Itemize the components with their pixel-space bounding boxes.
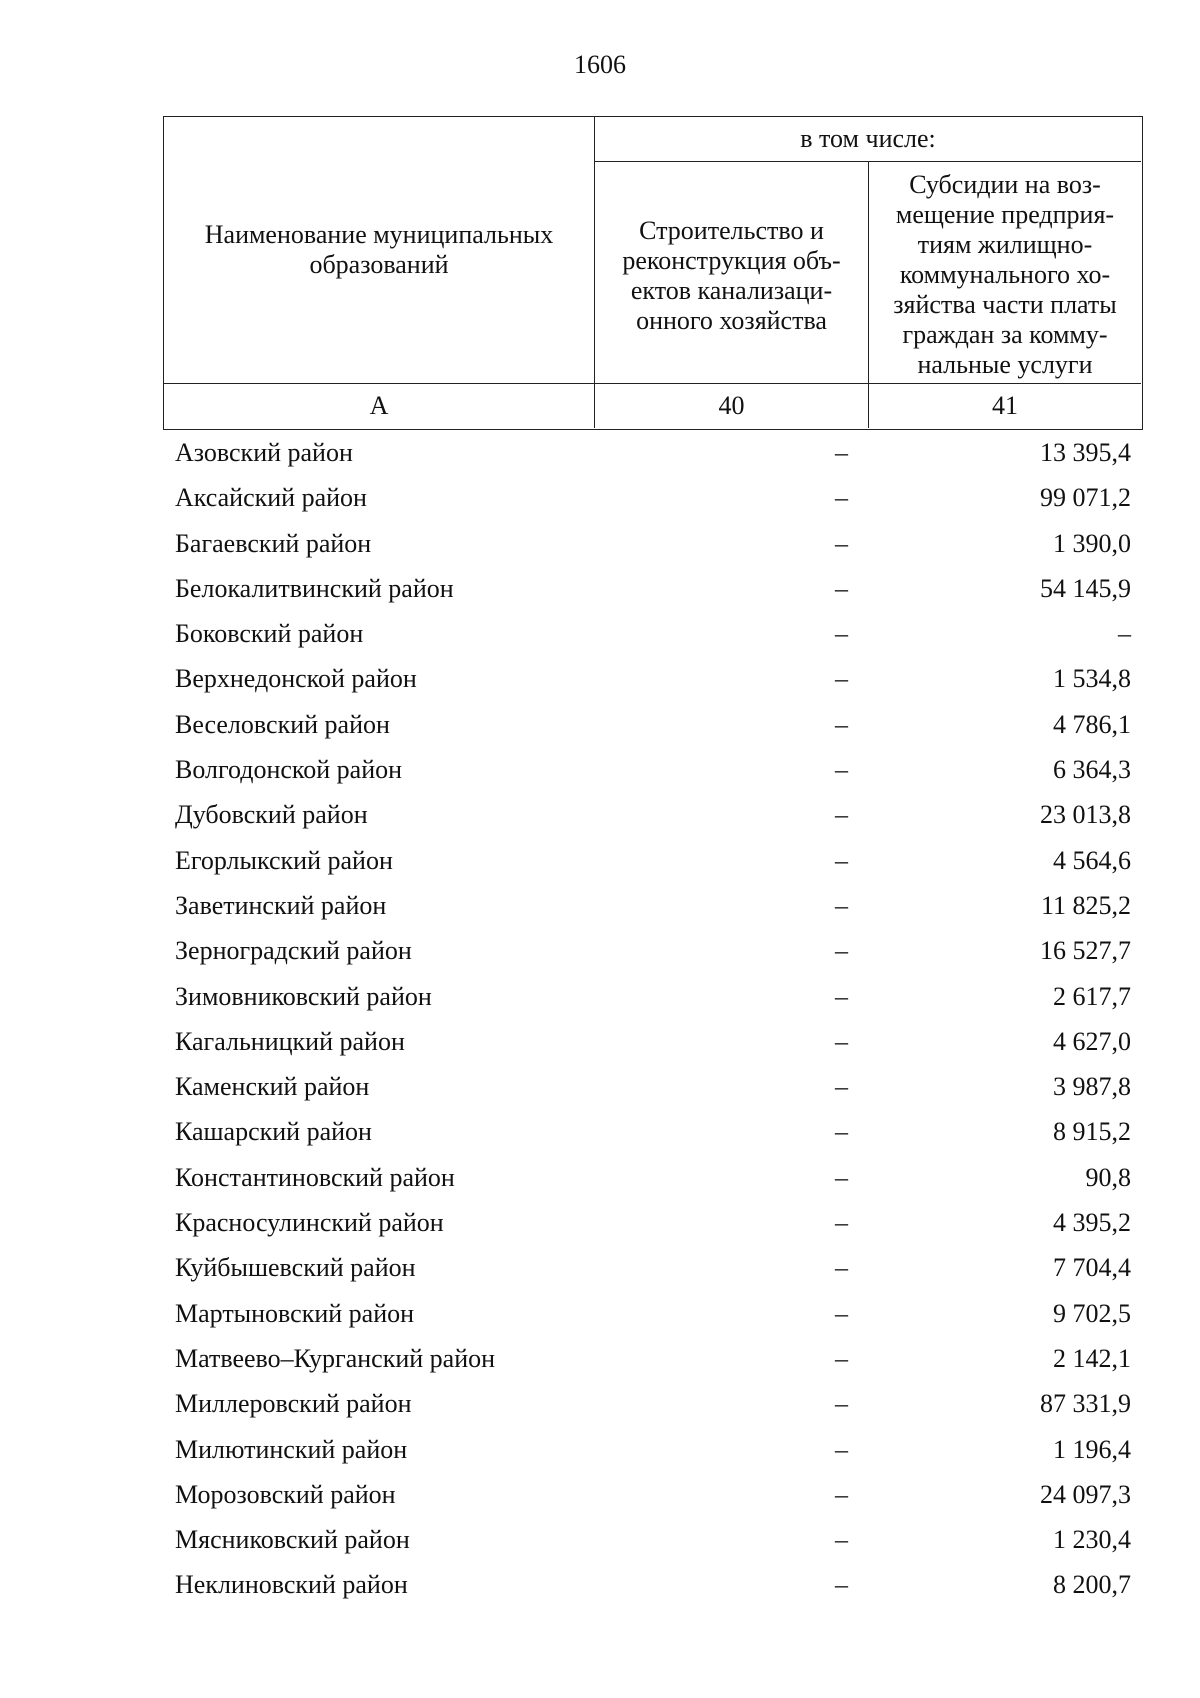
- row-value-40: –: [835, 483, 848, 513]
- row-name: Верхнедонской район: [175, 664, 417, 694]
- table-header: [163, 116, 1143, 430]
- row-name: Константиновский район: [175, 1162, 455, 1192]
- row-value-41: 87 331,9: [1040, 1389, 1131, 1419]
- row-value-41: 8 915,2: [1053, 1117, 1131, 1147]
- table-row: [163, 1293, 1143, 1338]
- row-name: Егорлыкский район: [175, 845, 393, 875]
- row-value-40: –: [835, 709, 848, 739]
- row-value-40: –: [835, 528, 848, 558]
- table-row: [163, 840, 1143, 885]
- page-number: 1606: [574, 50, 626, 79]
- row-value-40: –: [835, 936, 848, 966]
- row-value-41: 1 230,4: [1053, 1525, 1131, 1555]
- row-value-41: 13 395,4: [1040, 438, 1131, 467]
- header-num-41: 41: [869, 383, 1141, 428]
- table-row: [163, 658, 1143, 703]
- row-name: Белокалитвинский район: [175, 573, 454, 603]
- row-value-41: 11 825,2: [1040, 890, 1131, 920]
- row-value-40: –: [835, 619, 848, 649]
- row-value-40: –: [835, 890, 848, 920]
- row-value-41: 9 702,5: [1053, 1298, 1131, 1328]
- row-name: Заветинский район: [175, 890, 387, 920]
- row-value-41: –: [1118, 619, 1131, 649]
- row-value-41: 4 564,6: [1053, 845, 1131, 875]
- row-name: Аксайский район: [175, 483, 367, 513]
- table-row: [163, 1564, 1143, 1609]
- header-col-41: [869, 162, 1141, 383]
- table-row: [163, 432, 1143, 477]
- row-value-41: 2 142,1: [1053, 1343, 1131, 1373]
- table-row: [163, 1021, 1143, 1066]
- header-num-a: А: [164, 383, 595, 428]
- table-body: [163, 432, 1143, 1610]
- row-value-41: 4 786,1: [1053, 709, 1131, 739]
- row-value-41: 2 617,7: [1053, 981, 1131, 1011]
- row-value-41: 99 071,2: [1040, 483, 1131, 513]
- header-col-40-lines: Строительство и реконструкция объ- ектов канализаци- онного хозяйства: [622, 215, 841, 335]
- row-name: Мясниковский район: [175, 1525, 410, 1555]
- table-row: [163, 1066, 1143, 1111]
- row-value-40: –: [835, 1570, 848, 1600]
- row-value-40: –: [835, 1389, 848, 1419]
- row-value-40: –: [835, 845, 848, 875]
- header-including: в том числе:: [595, 117, 1141, 162]
- row-value-41: 1 390,0: [1053, 528, 1131, 558]
- header-col-40: [595, 162, 869, 383]
- row-name: Куйбышевский район: [175, 1253, 416, 1283]
- table-row: [163, 1202, 1143, 1247]
- row-value-40: –: [835, 1072, 848, 1102]
- row-name: Кашарский район: [175, 1117, 372, 1147]
- row-value-40: –: [835, 1479, 848, 1509]
- row-name: Милютинский район: [175, 1434, 408, 1464]
- row-name: Матвеево–Курганский район: [175, 1343, 496, 1373]
- row-value-41: 7 704,4: [1053, 1253, 1131, 1283]
- row-name: Миллеровский район: [175, 1389, 412, 1419]
- table-row: [163, 1247, 1143, 1292]
- row-value-41: 90,8: [1085, 1162, 1131, 1192]
- row-name: Мартыновский район: [175, 1298, 415, 1328]
- table-row: [163, 477, 1143, 522]
- row-name: Каменский район: [175, 1072, 370, 1102]
- row-name: Зимовниковский район: [175, 981, 432, 1011]
- row-name: Багаевский район: [175, 528, 372, 558]
- table-row: [163, 976, 1143, 1021]
- row-value-40: –: [835, 1162, 848, 1192]
- row-name: Волгодонской район: [175, 755, 403, 785]
- row-name: Красносулинский район: [175, 1208, 444, 1238]
- table-row: [163, 885, 1143, 930]
- table-row: [163, 930, 1143, 975]
- row-value-40: –: [835, 573, 848, 603]
- row-value-41: 8 200,7: [1053, 1570, 1131, 1600]
- row-name: Неклиновский район: [175, 1570, 408, 1600]
- table-row: [163, 613, 1143, 658]
- row-value-41: 4 395,2: [1053, 1208, 1131, 1238]
- header-num-40: 40: [595, 383, 869, 428]
- row-value-41: 6 364,3: [1053, 755, 1131, 785]
- table-row: [163, 1519, 1143, 1564]
- row-value-40: –: [835, 1117, 848, 1147]
- table-row: [163, 749, 1143, 794]
- row-value-40: –: [835, 1434, 848, 1464]
- table-row: [163, 1383, 1143, 1428]
- row-name: Дубовский район: [175, 800, 368, 830]
- row-value-40: –: [835, 1525, 848, 1555]
- row-value-40: –: [835, 1208, 848, 1238]
- row-name: Морозовский район: [175, 1479, 396, 1509]
- row-name: Зерноградский район: [175, 936, 412, 966]
- row-name: Кагальницкий район: [175, 1026, 405, 1056]
- row-value-40: –: [835, 1298, 848, 1328]
- row-value-41: 4 627,0: [1053, 1026, 1131, 1056]
- table-row: [163, 1338, 1143, 1383]
- row-value-40: –: [835, 1026, 848, 1056]
- table-row: [163, 568, 1143, 613]
- row-value-41: 3 987,8: [1053, 1072, 1131, 1102]
- table-row: [163, 1111, 1143, 1156]
- row-value-40: –: [835, 664, 848, 694]
- row-value-41: 24 097,3: [1040, 1479, 1131, 1509]
- row-value-40: –: [835, 1253, 848, 1283]
- row-value-41: 23 013,8: [1040, 800, 1131, 830]
- row-value-41: 54 145,9: [1040, 573, 1131, 603]
- header-col-41-lines: Субсидии на воз- мещение предприя- тиям жилищно- коммунального хо- зяйства части платы граждан за комму- нальные услуги: [893, 169, 1117, 379]
- row-name: Азовский район: [175, 438, 353, 467]
- table-row: [163, 1157, 1143, 1202]
- row-value-40: –: [835, 981, 848, 1011]
- header-name-column: Наименование муниципальных образований: [164, 117, 595, 383]
- row-name: Веселовский район: [175, 709, 390, 739]
- table-row: [163, 1429, 1143, 1474]
- table-row: [163, 704, 1143, 749]
- row-value-40: –: [835, 755, 848, 785]
- row-value-40: –: [835, 438, 848, 467]
- row-name: Боковский район: [175, 619, 364, 649]
- row-value-41: 16 527,7: [1040, 936, 1131, 966]
- table-row: [163, 523, 1143, 568]
- row-value-40: –: [835, 1343, 848, 1373]
- row-value-41: 1 534,8: [1053, 664, 1131, 694]
- row-value-40: –: [835, 800, 848, 830]
- row-value-41: 1 196,4: [1053, 1434, 1131, 1464]
- table-row: [163, 1474, 1143, 1519]
- table-row: [163, 794, 1143, 839]
